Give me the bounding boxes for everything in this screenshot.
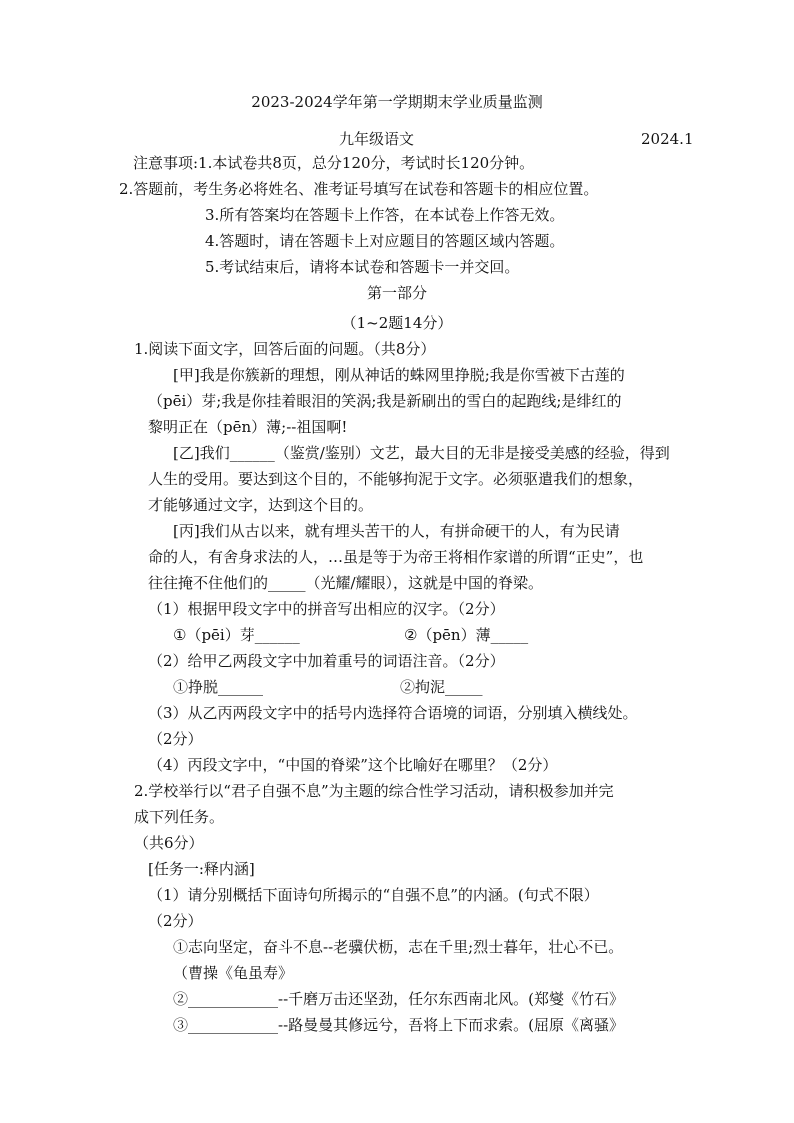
q1-yi-line-1: [乙]我们______（鉴赏/鉴别）文艺，最大目的无非是接受美感的经验，得到 (173, 444, 670, 462)
exam-date: 2024.1 (641, 130, 694, 148)
notice-line-4: 4.答题时，请在答题卡上对应题目的答题区域内答题。 (205, 232, 565, 250)
q1-sub1: （1）根据甲段文字中的拼音写出相应的汉字。（2分） (148, 600, 505, 618)
q1-yi-line-3: 才能够通过文字，达到这个目的。 (148, 496, 374, 514)
q1-stem: 1.阅读下面文字，回答后面的问题。（共8分） (134, 340, 436, 358)
q1-sub1-item-a: ①（pēi）芽______ (173, 626, 300, 644)
q1-jia-line-3: 黎明正在（pēn）薄;--祖国啊! (148, 418, 348, 436)
q1-sub4: （4）丙段文字中，“中国的脊梁”这个比喻好在哪里？（2分） (148, 756, 558, 774)
q1-sub3-line-1: （3）从乙丙两段文字中的括号内选择符合语境的词语，分别填入横线处。 (148, 704, 638, 722)
notice-line-2: 2.答题前，考生务必将姓名、准考证号填写在试卷和答题卡的相应位置。 (119, 180, 599, 198)
q1-jia-line-1: [甲]我是你簇新的理想，刚从神话的蛛网里挣脱;我是你雪被下古莲的 (173, 366, 625, 384)
q1-bing-line-3: 往往掩不住他们的_____（光耀/耀眼），这就是中国的脊梁。 (148, 574, 544, 592)
q2-stem-line-1: 2.学校举行以“君子自强不息”为主题的综合性学习活动，请积极参加并完 (134, 782, 614, 800)
q1-yi-line-2: 人生的受用。要达到这个目的，不能够拘泥于文字。必须驱遣我们的想象， (148, 470, 644, 488)
q2-stem-line-3: （共6分） (134, 834, 204, 852)
q2-stem-line-2: 成下列任务。 (134, 808, 225, 826)
q2-item1-line-1: ①志向坚定，奋斗不息--老骥伏枥，志在千里;烈士暮年，壮心不已。 (173, 938, 624, 956)
q2-task1-heading: [任务一:释内涵] (148, 860, 255, 878)
exam-subject: 九年级语文 (339, 130, 415, 148)
exam-title: 2023-2024学年第一学期期末学业质量监测 (251, 93, 543, 111)
q1-bing-line-2: 命的人，有舍身求法的人，…虽是等于为帝王将相作家谱的所谓“正史”，也 (148, 548, 644, 566)
q2-item1-line-2: （曹操《龟虽寿》 (173, 964, 294, 982)
q1-sub1-item-b: ②（pēn）薄_____ (404, 626, 529, 644)
q1-bing-line-1: [丙]我们从古以来，就有埋头苦干的人，有拼命硬干的人，有为民请 (173, 522, 620, 540)
q2-item2: ②____________--千磨万击还坚劲，任尔东西南北风。(郑燮《竹石》 (173, 990, 624, 1008)
notice-line-3: 3.所有答案均在答题卡上作答，在本试卷上作答无效。 (205, 206, 565, 224)
part-range: （1~2题14分） (341, 314, 453, 332)
notice-line-1: 注意事项:1.本试卷共8页，总分120分，考试时长120分钟。 (133, 154, 535, 172)
q1-sub2: （2）给甲乙两段文字中加着重号的词语注音。（2分） (148, 652, 505, 670)
q2-item3: ③____________--路曼曼其修远兮，吾将上下而求索。(屈原《离骚》 (173, 1016, 624, 1034)
part-title: 第一部分 (366, 284, 427, 302)
q2-sub1-line-1: （1）请分别概括下面诗句所揭示的“自强不息”的内涵。(句式不限） (148, 886, 599, 904)
q2-sub1-line-2: （2分） (148, 912, 203, 930)
notice-line-5: 5.考试结束后，请将本试卷和答题卡一并交回。 (205, 258, 520, 276)
q1-jia-line-2: （pēi）芽;我是你挂着眼泪的笑涡;我是新刷出的雪白的起跑线;是绯红的 (148, 392, 622, 410)
q1-sub2-item-b: ②拘泥_____ (400, 678, 483, 696)
q1-sub2-item-a: ①挣脱______ (173, 678, 264, 696)
q1-sub3-line-2: （2分） (148, 730, 203, 748)
